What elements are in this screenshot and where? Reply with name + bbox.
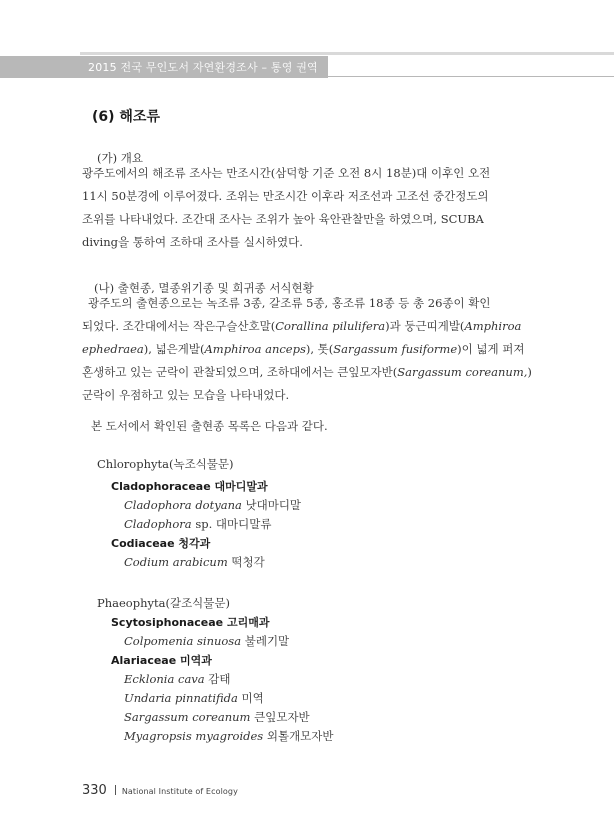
phylum-heading: Phaeophyta(갈조식물문) (97, 596, 230, 610)
page-footer (82, 779, 238, 798)
subheading-overview: (가) 개요 (97, 151, 143, 165)
institute-name: National Institute of Ecology (121, 787, 238, 796)
overview-paragraph (82, 162, 534, 254)
paragraph-line: ephedraea), 넓은게발(Amphiroa anceps), 톳(Sargassum fusiforme)이 넓게 퍼져 (82, 342, 525, 356)
phylum-heading: Chlorophyta(녹조식물문) (97, 457, 234, 471)
species-item: Myagropsis myagroides 외톨개모자반 (124, 729, 334, 743)
paragraph-line: 혼생하고 있는 군락이 관찰되었으며, 조하대에서는 큰잎모자반(Sargassum coreanum,) (82, 365, 532, 379)
paragraph-line: diving을 통하여 조하대 조사를 실시하였다. (82, 235, 303, 249)
species-item: Colpomenia sinuosa 불레기말 (124, 634, 290, 648)
header-top-rule (80, 52, 614, 55)
page-number: 330 (82, 783, 107, 798)
species-list-intro: 본 도서에서 확인된 출현종 목록은 다음과 같다. (91, 419, 328, 433)
species-item: Cladophora dotyana 낫대마디말 (124, 498, 302, 512)
paragraph-line: 군락이 우점하고 있는 모습을 나타내었다. (82, 388, 290, 402)
family-heading: Alariaceae 미역과 (111, 654, 212, 667)
header-rule (328, 76, 614, 77)
paragraph-line: 조위를 나타내었다. 조간대 조사는 조위가 높아 육안관찰만을 하였으며, SCUBA (82, 212, 484, 226)
paragraph-line: 광주도의 출현종으로는 녹조류 3종, 갈조류 5종, 홍조류 18종 등 총 26종이 확인 (88, 296, 491, 310)
species-item: Cladophora sp. 대마디말류 (124, 517, 272, 531)
running-header: 2015 전국 무인도서 자연환경조사 – 통영 권역 (88, 61, 318, 74)
paragraph-line: 되었다. 조간대에서는 작은구슬산호말(Corallina pilulifera)과 둥근띠게발(Amphiroa (82, 319, 522, 333)
paragraph-line: 11시 50분경에 이루어졌다. 조위는 만조시간 이후라 저조선과 고조선 중간정도의 (82, 189, 489, 203)
species-paragraph (82, 292, 534, 407)
paragraph-line: 광주도에서의 해조류 조사는 만조시간(삼덕항 기준 오전 8시 18분)대 이후인 오전 (82, 166, 491, 180)
family-heading: Codiaceae 청각과 (111, 537, 211, 550)
species-item: Ecklonia cava 감태 (124, 672, 231, 686)
species-item: Codium arabicum 떡청각 (124, 555, 265, 569)
section-title: (6) 해조류 (92, 109, 160, 125)
species-item: Sargassum coreanum 큰잎모자반 (124, 710, 310, 724)
footer-divider (115, 785, 116, 795)
subheading-species-status: (나) 출현종, 멸종위기종 및 희귀종 서식현황 (94, 281, 314, 295)
family-heading: Cladophoraceae 대마디말과 (111, 480, 268, 493)
species-item: Undaria pinnatifida 미역 (124, 691, 264, 705)
family-heading: Scytosiphonaceae 고리매과 (111, 616, 270, 629)
